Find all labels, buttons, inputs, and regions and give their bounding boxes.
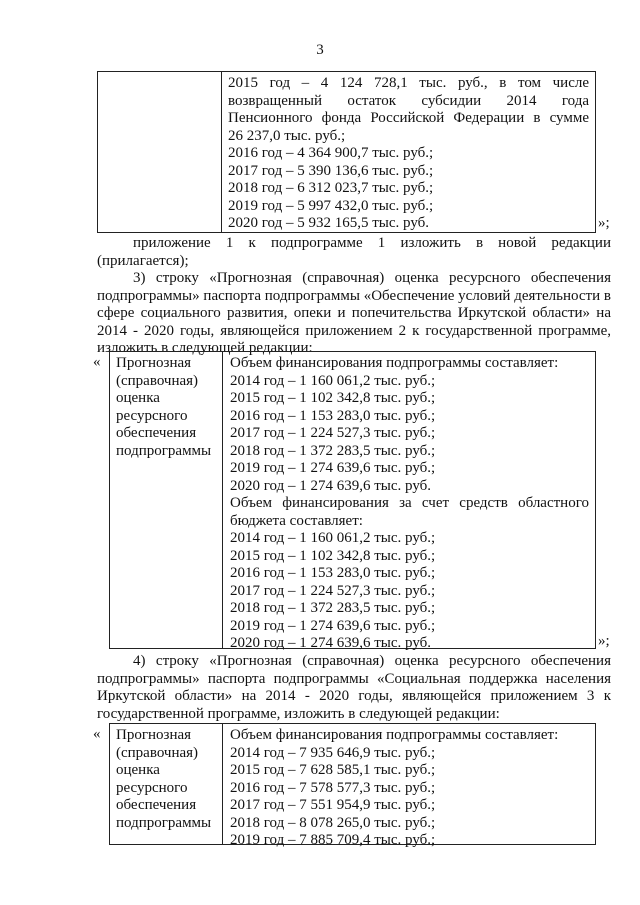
table2-label-line: (справочная) [116,372,199,389]
table1-left-cell [97,71,222,233]
table3-line: 2016 год – 7 578 577,3 тыс. руб.; [230,779,436,796]
table2-line: 2018 год – 1 372 283,5 тыс. руб.; [230,600,436,616]
table3-label-line: обеспечения [116,797,197,813]
table2-left-cell [109,351,223,649]
table3-line: 2017 год – 7 551 954,9 тыс. руб.; [230,797,436,813]
table2-line: 2017 год – 1 224 527,3 тыс. руб.; [230,582,436,599]
table3-line: 2018 год – 8 078 265,0 тыс. руб.; [230,814,436,831]
table1-closing-quote: »; [598,215,610,231]
paragraph-item-4 [97,653,611,723]
table3-label-line: подпрограммы [116,814,212,831]
table1-line: 2018 год – 6 312 023,7 тыс. руб.; [228,180,434,196]
table1-right-cell [221,71,596,233]
table2-opening-quote: « [93,354,101,370]
table3-left-cell [109,723,223,845]
table2-line: 2016 год – 1 153 283,0 тыс. руб.; [230,407,436,424]
table3-line: Объем финансирования подпрограммы составляет: [230,727,559,743]
table1-line: 2015 год – 4 124 728,1 тыс. руб., в том числе [228,75,589,91]
table3-line: 2015 год – 7 628 585,1 тыс. руб.; [230,762,436,778]
table2-line: 2020 год – 1 274 639,6 тыс. руб. [230,635,432,651]
table2-line: 2017 год – 1 224 527,3 тыс. руб.; [230,425,436,441]
table1-line: Пенсионного фонда Российской Федерации в сумме [228,110,589,126]
table1-line: 2016 год – 4 364 900,7 тыс. руб.; [228,145,434,161]
table2-line: 2014 год – 1 160 061,2 тыс. руб.; [230,372,436,389]
table2-line: 2015 год – 1 102 342,8 тыс. руб.; [230,390,436,406]
table1-line: 2019 год – 5 997 432,0 тыс. руб.; [228,197,434,214]
table2-line: 2019 год – 1 274 639,6 тыс. руб.; [230,617,436,634]
table2-label-line: ресурсного [116,407,188,424]
paragraph-line: 3) строку «Прогнозная (справочная) оценка ресурсного обеспечения [133,270,611,286]
table2-line: Объем финансирования за счет средств областного [230,495,589,511]
paragraph-line: (прилагается); [97,252,189,269]
paragraph-line: государственной программе, изложить в следующей редакции: [97,705,500,722]
table1-line: возвращенный остаток субсидии 2014 года [228,92,589,109]
table3-label-line: оценка [116,762,160,778]
paragraph-line: подпрограммы» паспорта подпрограммы «Обеспечение условий деятельности в [97,287,611,304]
table2-label-line: подпрограммы [116,442,212,459]
paragraph-line: изложить в следующей редакции: [97,340,313,356]
table2-right-cell [222,351,596,649]
table3-opening-quote: « [93,726,101,742]
page-number: 3 [316,42,324,58]
table3-label-line: (справочная) [116,744,199,761]
paragraph-line: 2014 - 2020 годы, являющейся приложением 2 к государственной программе, [97,322,611,339]
table2-label-line: обеспечения [116,425,197,441]
table1-line: 26 237,0 тыс. руб.; [228,127,346,144]
table2-line: 2018 год – 1 372 283,5 тыс. руб.; [230,442,436,459]
table2-line: бюджета составляет: [230,512,363,529]
paragraph-line: Иркутской области» на 2014 - 2020 годы, являющейся приложением 3 к [97,688,611,704]
table1-line: 2020 год – 5 932 165,5 тыс. руб. [228,215,430,231]
paragraph-item-3 [97,270,611,358]
table3-right-cell [222,723,596,848]
table3-label-line: ресурсного [116,779,188,796]
table2-closing-quote: »; [598,633,610,649]
table2-line: Объем финансирования подпрограммы составляет: [230,355,559,371]
table2-label-line: Прогнозная [116,355,192,371]
table3-line: 2014 год – 7 935 646,9 тыс. руб.; [230,744,436,761]
table2-line: 2014 год – 1 160 061,2 тыс. руб.; [230,530,436,546]
table3-line: 2019 год – 7 885 709,4 тыс. руб.; [230,832,436,848]
table2-line: 2016 год – 1 153 283,0 тыс. руб.; [230,565,436,581]
table3-label-line: Прогнозная [116,727,192,743]
table2-line: 2015 год – 1 102 342,8 тыс. руб.; [230,547,436,564]
paragraph-line: приложение 1 к подпрограмме 1 изложить в новой редакции [133,235,611,251]
paragraph-line: подпрограммы» паспорта подпрограммы «Социальная поддержка населения [97,670,611,687]
table2-line: 2019 год – 1 274 639,6 тыс. руб.; [230,460,436,476]
table2-line: 2020 год – 1 274 639,6 тыс. руб. [230,477,432,494]
paragraph-line: сфере социального развития, опеки и попечительства Иркутской области» на [97,305,611,321]
table2-label-line: оценка [116,390,160,406]
paragraph-appendix [97,235,611,270]
table1-line: 2017 год – 5 390 136,6 тыс. руб.; [228,162,434,179]
paragraph-line: 4) строку «Прогнозная (справочная) оценка ресурсного обеспечения [133,653,611,669]
